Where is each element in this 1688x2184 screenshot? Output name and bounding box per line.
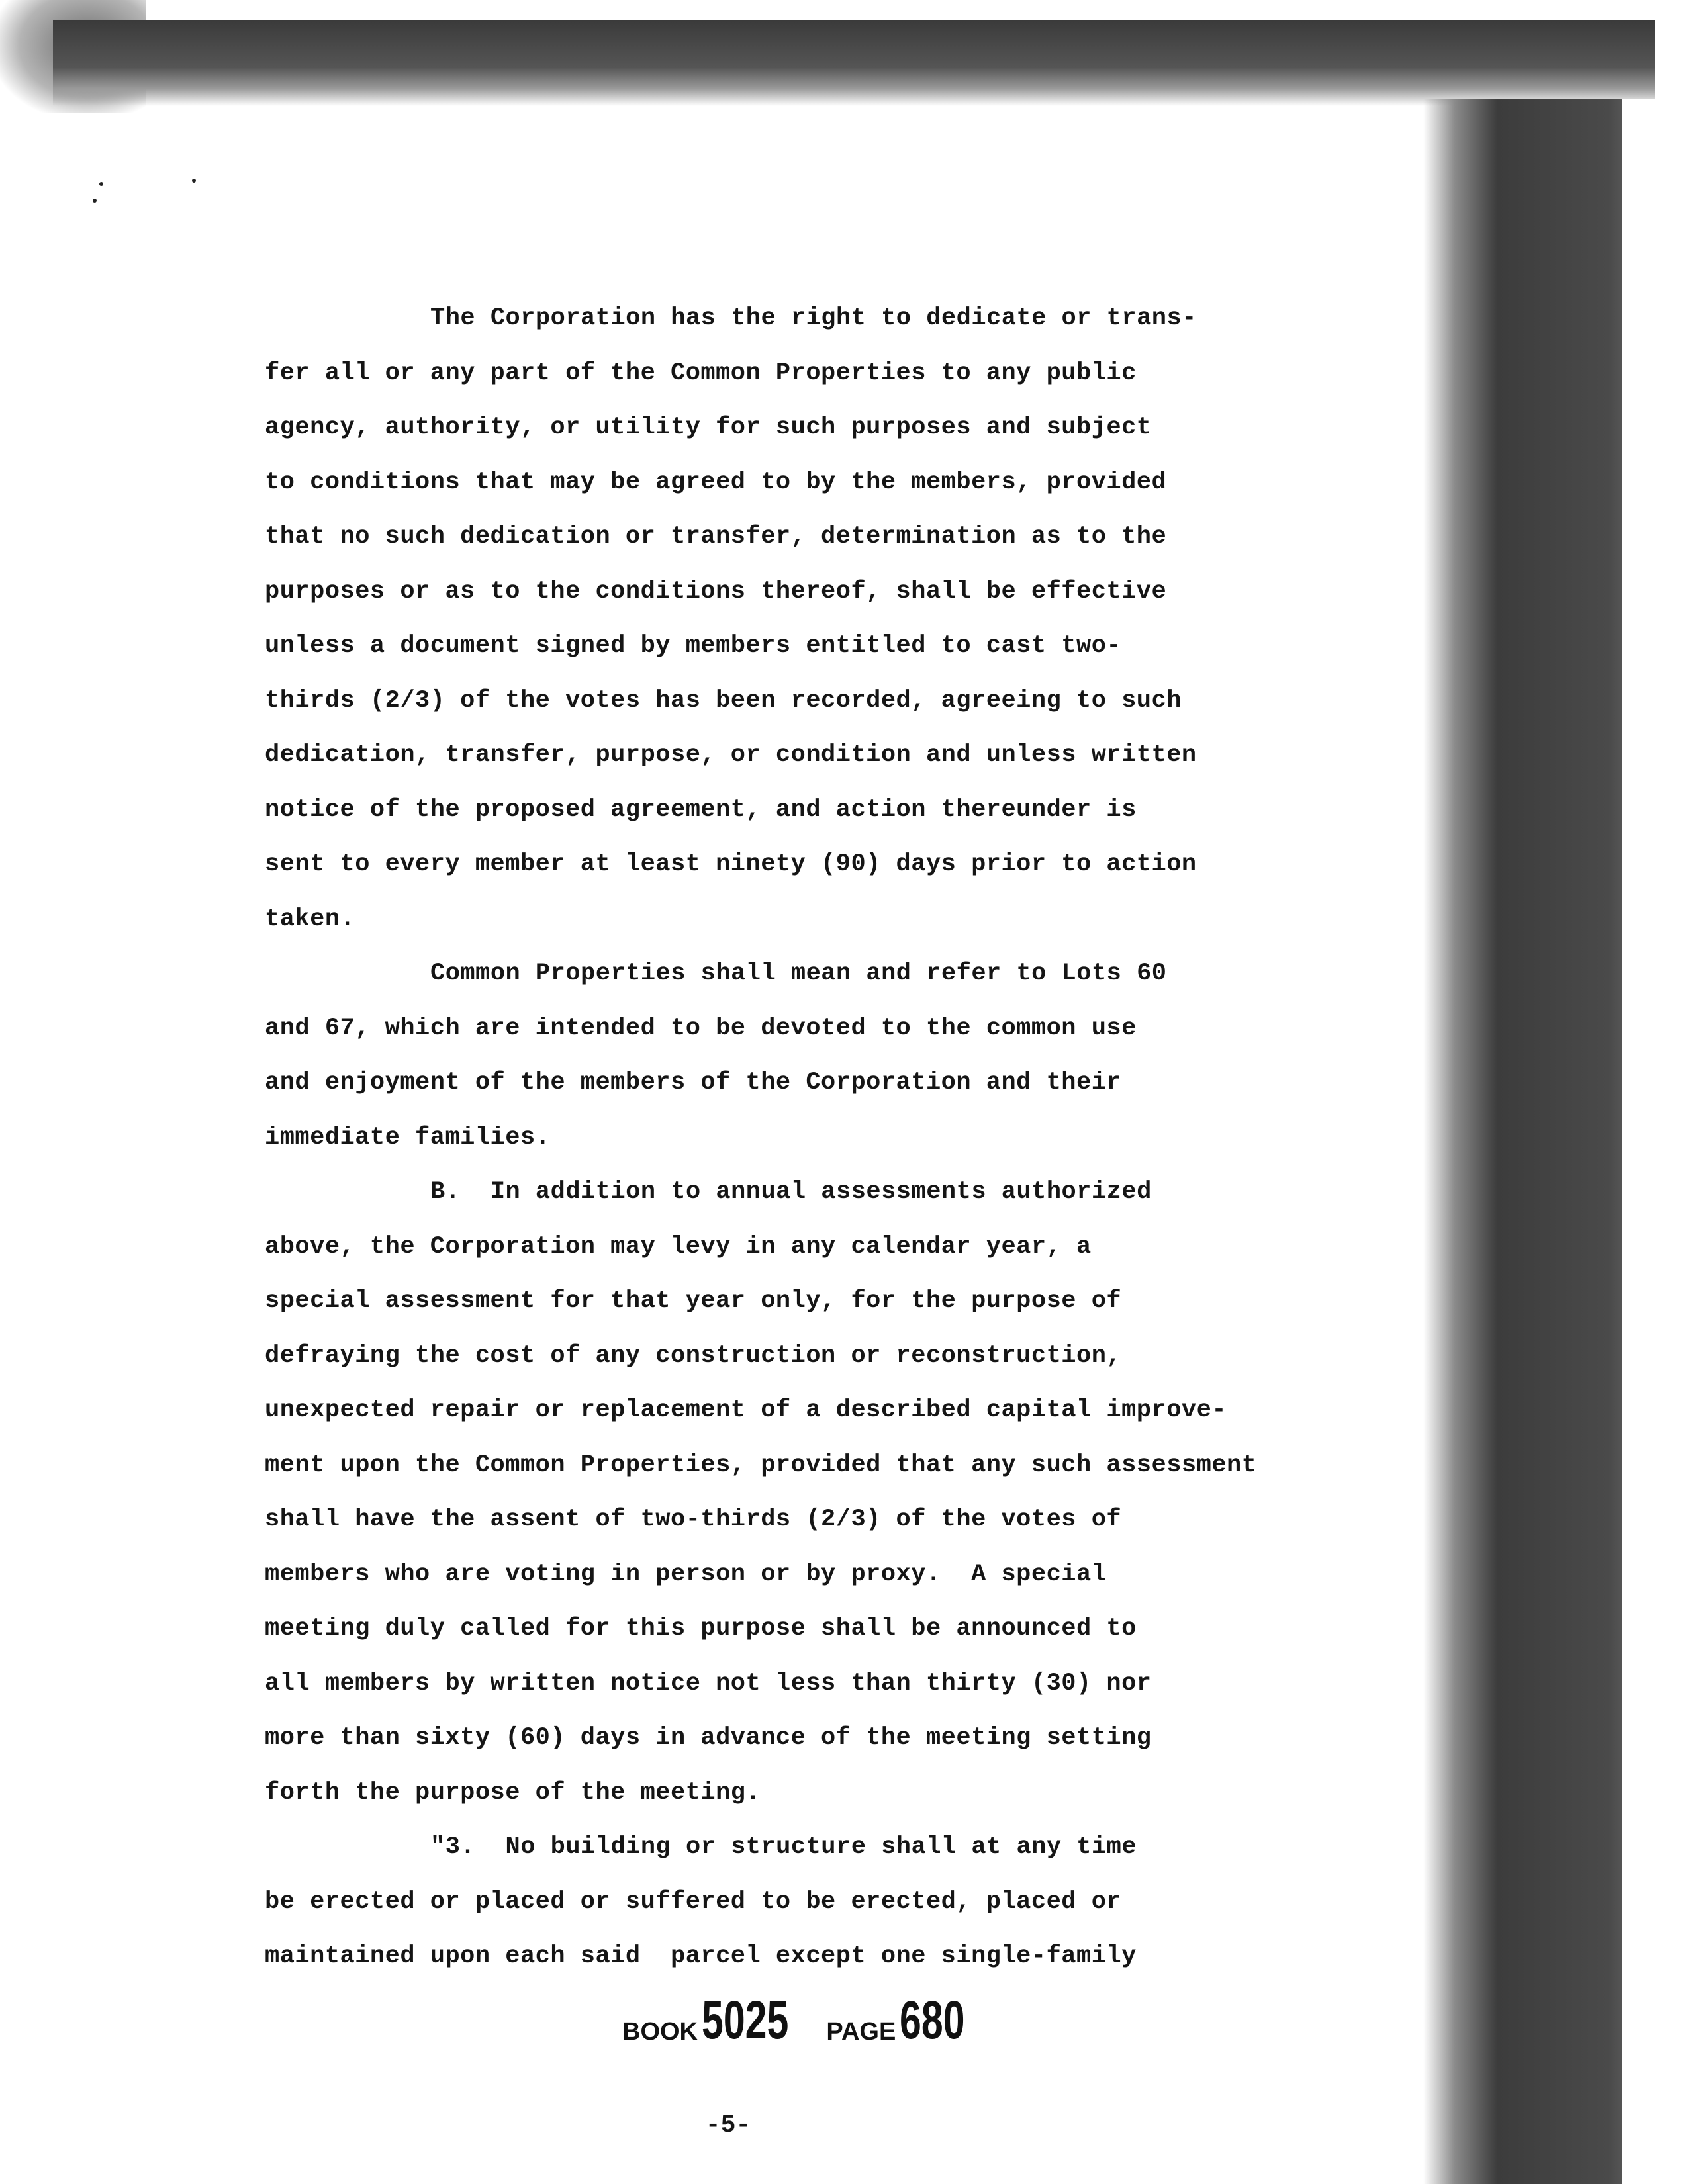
text-line: immediate families. xyxy=(265,1123,551,1152)
scan-speck xyxy=(99,182,103,186)
text-line: maintained upon each said parcel except one single-family xyxy=(265,1942,1137,1970)
book-number: 5025 xyxy=(702,1990,789,2050)
text-line: purposes or as to the conditions thereof, shall be effective xyxy=(265,577,1167,606)
text-line: B. In addition to annual assessments authorized xyxy=(430,1178,1152,1206)
document-body xyxy=(265,291,1377,1984)
scan-speck xyxy=(192,179,196,183)
text-line: be erected or placed or suffered to be erected, placed or xyxy=(265,1888,1122,1916)
paragraph xyxy=(265,291,1377,946)
text-line: all members by written notice not less than thirty (30) nor xyxy=(265,1669,1152,1698)
book-page-reference xyxy=(622,1979,993,2052)
book-label: BOOK xyxy=(622,2018,698,2046)
text-line: shall have the assent of two-thirds (2/3) of the votes of xyxy=(265,1506,1122,1533)
paragraph xyxy=(265,1165,1377,1820)
text-line: "3. No building or structure shall at any time xyxy=(430,1833,1137,1861)
text-line: meeting duly called for this purpose shall be announced to xyxy=(265,1615,1137,1643)
text-line: above, the Corporation may levy in any calendar year, a xyxy=(265,1232,1092,1261)
scan-shadow-top xyxy=(53,20,1655,106)
text-line: taken. xyxy=(265,905,355,933)
page-number: -5- xyxy=(705,2111,751,2140)
paragraph xyxy=(265,1820,1377,1984)
text-line: more than sixty (60) days in advance of the meeting setting xyxy=(265,1724,1152,1752)
text-line: to conditions that may be agreed to by the members, provided xyxy=(265,468,1167,496)
text-line: that no such dedication or transfer, determination as to the xyxy=(265,523,1167,551)
text-line: unless a document signed by members entitled to cast two- xyxy=(265,632,1122,660)
scan-margin-right xyxy=(1622,99,1688,2184)
text-line: thirds (2/3) of the votes has been recorded, agreeing to such xyxy=(265,686,1182,715)
text-line: and enjoyment of the members of the Corporation and their xyxy=(265,1069,1122,1097)
text-line: sent to every member at least ninety (90) days prior to action xyxy=(265,850,1197,878)
recorded-page-number: 680 xyxy=(900,1990,965,2050)
text-line: and 67, which are intended to be devoted to the common use xyxy=(265,1014,1137,1042)
text-line: unexpected repair or replacement of a described capital improve- xyxy=(265,1396,1227,1424)
page-label: PAGE xyxy=(826,2018,896,2046)
text-line: ment upon the Common Properties, provided that any such assessment xyxy=(265,1451,1257,1479)
text-line: special assessment for that year only, for the purpose of xyxy=(265,1287,1122,1315)
paragraph xyxy=(265,946,1377,1165)
text-line: dedication, transfer, purpose, or condition and unless written xyxy=(265,741,1197,769)
scan-speck xyxy=(93,199,97,203)
text-line: notice of the proposed agreement, and action thereunder is xyxy=(265,796,1137,824)
text-line: forth the purpose of the meeting. xyxy=(265,1778,761,1807)
text-line: members who are voting in person or by proxy. A special xyxy=(265,1560,1107,1588)
text-line: Common Properties shall mean and refer to Lots 60 xyxy=(430,960,1167,987)
text-line: agency, authority, or utility for such purposes and subject xyxy=(265,414,1152,441)
text-line: fer all or any part of the Common Properties to any public xyxy=(265,359,1137,387)
text-line: The Corporation has the right to dedicate or trans- xyxy=(430,304,1197,332)
text-line: defraying the cost of any construction or reconstruction, xyxy=(265,1342,1122,1370)
